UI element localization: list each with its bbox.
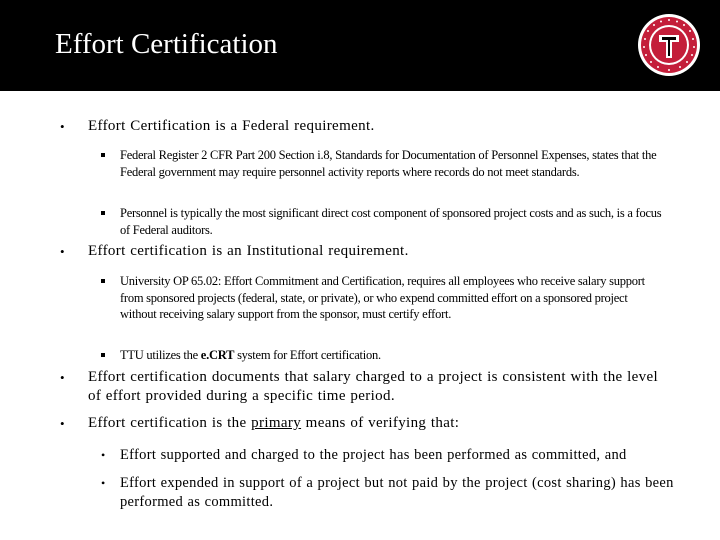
sub-bullet-text: Personnel is typically the most significant direct cost component of sponsored project costs and as such, is a focus of Federal auditors.	[120, 206, 662, 237]
bullet-marker: •	[101, 476, 106, 490]
sub-bullet-federal-register	[120, 147, 665, 180]
sub-bullet-text-post: system for Effort certification.	[234, 348, 381, 362]
sub-bullet-text: Effort expended in support of a project but not paid by the project (cost sharing) has been performed as committed.	[120, 475, 674, 510]
bullet-marker: •	[60, 244, 65, 259]
primary-underlined-word: primary	[251, 415, 302, 431]
square-bullet-icon	[101, 279, 105, 283]
bullet-effort-documents	[60, 368, 673, 406]
bullet-primary-means	[60, 414, 673, 433]
bullet-text: Effort certification documents that salary charged to a project is consistent with the level of effort provided during a specific time period.	[88, 369, 659, 404]
sub-bullet-text: Effort supported and charged to the project has been performed as committed, and	[120, 447, 627, 463]
sub-bullet-personnel-cost	[120, 205, 665, 238]
sub-bullet-effort-expended	[101, 474, 680, 512]
sub-bullet-op-65-02	[120, 273, 665, 323]
bullet-text: Effort Certification is a Federal requirement.	[88, 118, 375, 134]
bullet-text-post: means of verifying that:	[301, 415, 460, 431]
bullet-marker: •	[60, 370, 65, 385]
sub-bullet-ecrt-system	[120, 347, 665, 364]
slide-title: Effort Certification	[55, 28, 278, 60]
bullet-marker: •	[60, 119, 65, 134]
square-bullet-icon	[101, 153, 105, 157]
square-bullet-icon	[101, 211, 105, 215]
ecrt-system-name: e.CRT	[200, 348, 235, 362]
square-bullet-icon	[101, 353, 105, 357]
bullet-federal-requirement	[60, 117, 673, 136]
bullet-institutional-requirement	[60, 242, 673, 261]
sub-bullet-effort-supported	[101, 446, 680, 465]
sub-bullet-text: University OP 65.02: Effort Commitment and Certification, requires all employees who receive salary support from sponsored projects (federal, state, or private), or who expend committed effort on a sponsored project without receiving salary support from the sponsor, must certify effort.	[120, 274, 645, 321]
bullet-text: Effort certification is an Institutional requirement.	[88, 243, 409, 259]
bullet-marker: •	[60, 416, 65, 431]
sub-bullet-text-pre: TTU utilizes the	[120, 348, 201, 362]
bullet-marker: •	[101, 448, 106, 462]
sub-bullet-text: Federal Register 2 CFR Part 200 Section i.8, Standards for Documentation of Personnel Expenses, states that the Federal government may require personnel activity reports where records do not meet standards.	[120, 148, 657, 179]
bullet-text-pre: Effort certification is the	[88, 415, 252, 431]
